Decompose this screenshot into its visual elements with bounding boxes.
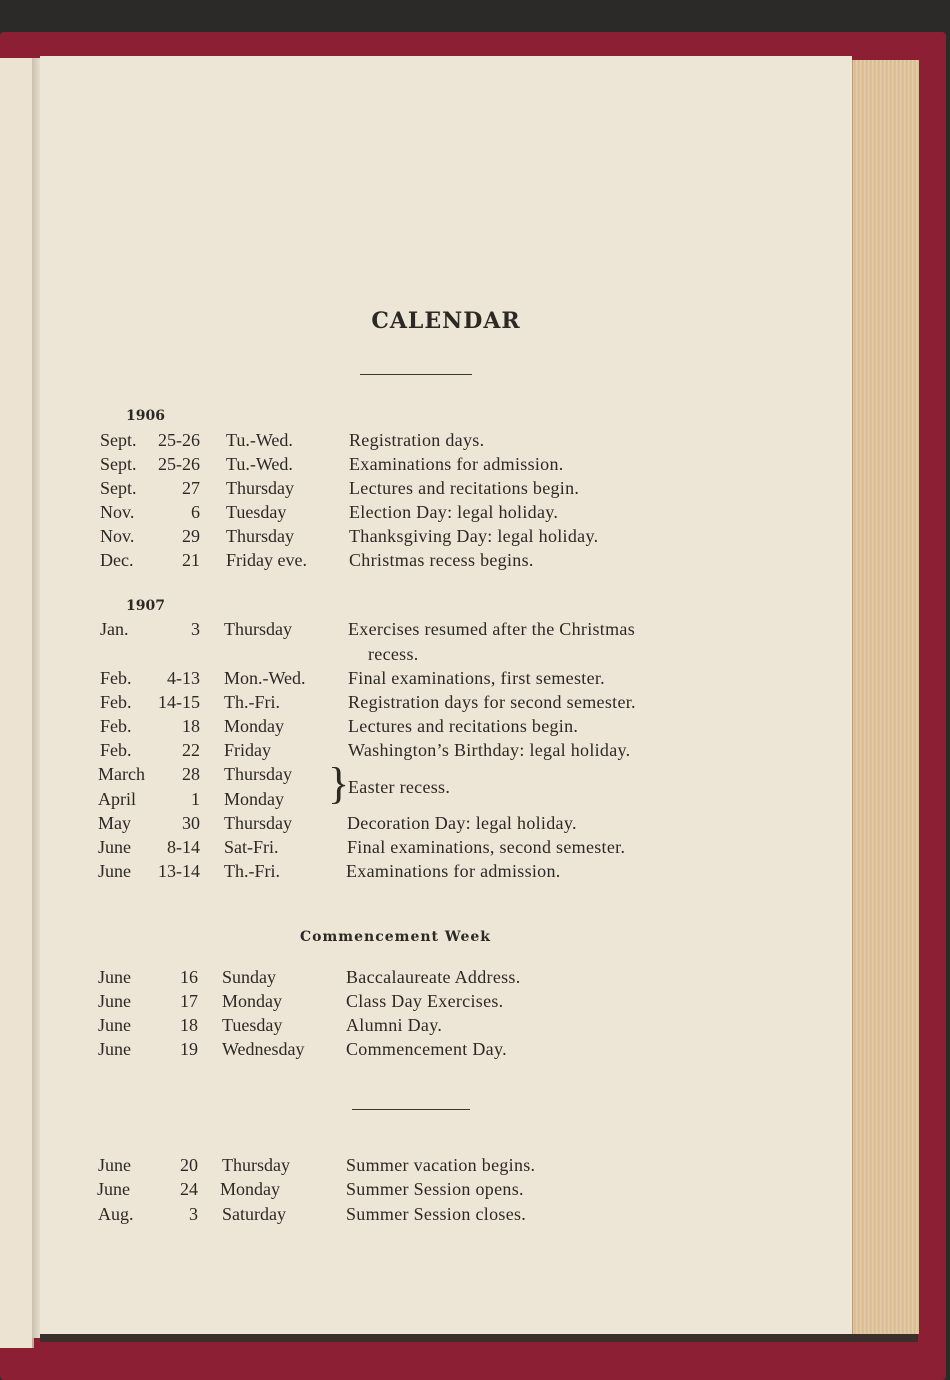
table-row [40, 1039, 852, 1063]
event: Registration days for second semester. [348, 692, 636, 712]
weekday: Tuesday [226, 502, 287, 522]
day: 17 [180, 991, 198, 1011]
weekday: Monday [220, 1179, 280, 1199]
page-block-edge [852, 60, 919, 1334]
weekday: Monday [224, 789, 284, 809]
weekday: Tuesday [222, 1015, 283, 1035]
event: Decoration Day: legal holiday. [347, 813, 577, 833]
weekday: Sunday [222, 967, 276, 987]
table-row [40, 716, 852, 740]
table-row [40, 550, 852, 574]
event: Final examinations, second semester. [347, 837, 626, 857]
month: June [97, 1179, 130, 1199]
table-row [40, 1204, 852, 1228]
day: 25-26 [158, 430, 200, 450]
event: Thanksgiving Day: legal holiday. [349, 526, 599, 546]
month: June [98, 861, 131, 881]
title-rule [360, 374, 472, 375]
day: 14-15 [158, 692, 200, 712]
table-row [40, 668, 852, 692]
table-row [40, 1015, 852, 1039]
brace-glyph: } [328, 759, 350, 808]
month: Sept. [100, 430, 137, 450]
left-page-edge [0, 58, 34, 1348]
page-title: CALENDAR [371, 308, 521, 334]
day: 8-14 [167, 837, 200, 857]
bottom-shadow [40, 1334, 918, 1342]
event: Washington’s Birthday: legal holiday. [348, 740, 631, 760]
month: June [98, 967, 131, 987]
day: 20 [180, 1155, 198, 1175]
weekday: Thursday [224, 813, 292, 833]
weekday: Saturday [222, 1204, 286, 1224]
day: 29 [182, 526, 200, 546]
weekday: Thursday [226, 478, 294, 498]
weekday: Th.-Fri. [224, 692, 280, 712]
day: 28 [182, 764, 200, 784]
month: March [98, 764, 145, 784]
month: Aug. [98, 1204, 134, 1224]
easter-event: Easter recess. [348, 777, 451, 797]
event: Summer Session closes. [346, 1204, 527, 1224]
table-row [40, 991, 852, 1015]
day: 25-26 [158, 454, 200, 474]
event: Commencement Day. [346, 1039, 507, 1059]
weekday: Tu.-Wed. [226, 454, 293, 474]
weekday: Sat-Fri. [224, 837, 279, 857]
table-row [40, 526, 852, 550]
commencement-heading: Commencement Week [300, 929, 491, 945]
day: 30 [182, 813, 200, 833]
month: June [98, 991, 131, 1011]
weekday: Thursday [224, 619, 292, 639]
weekday: Th.-Fri. [224, 861, 280, 881]
weekday: Thursday [222, 1155, 290, 1175]
day: 16 [180, 967, 198, 987]
day: 22 [182, 740, 200, 760]
weekday: Tu.-Wed. [226, 430, 293, 450]
event: Final examinations, first semester. [348, 668, 605, 688]
calendar-page [40, 56, 852, 1334]
weekday: Monday [222, 991, 282, 1011]
day: 21 [182, 550, 200, 570]
event: Examinations for admission. [349, 454, 564, 474]
event: Lectures and recitations begin. [349, 478, 580, 498]
event: Summer Session opens. [346, 1179, 524, 1199]
event: Exercises resumed after the Christmas [348, 619, 636, 639]
table-row [40, 837, 852, 861]
month: June [98, 837, 131, 857]
event: Examinations for admission. [346, 861, 561, 881]
event: Baccalaureate Address. [346, 967, 521, 987]
table-row [40, 861, 852, 885]
weekday: Monday [224, 716, 284, 736]
day: 6 [191, 502, 200, 522]
year-heading-1907: 1907 [126, 598, 165, 614]
month: June [98, 1039, 131, 1059]
table-row [40, 1155, 852, 1179]
month: June [98, 1155, 131, 1175]
section-rule [352, 1109, 470, 1110]
day: 18 [180, 1015, 198, 1035]
table-row [40, 619, 852, 643]
day: 18 [182, 716, 200, 736]
event-continuation: recess. [368, 644, 419, 664]
month: May [98, 813, 131, 833]
month: Sept. [100, 478, 137, 498]
weekday: Friday [224, 740, 271, 760]
event: Lectures and recitations begin. [348, 716, 579, 736]
event: Registration days. [349, 430, 485, 450]
table-row [40, 813, 852, 837]
table-row [40, 430, 852, 454]
day: 13-14 [158, 861, 200, 881]
page-gutter [32, 58, 40, 1338]
month: Feb. [100, 716, 132, 736]
day: 3 [189, 1204, 198, 1224]
month: Sept. [100, 454, 137, 474]
table-row [40, 478, 852, 502]
month: April [98, 789, 136, 809]
table-row [40, 1179, 852, 1203]
day: 19 [180, 1039, 198, 1059]
table-row [40, 967, 852, 991]
day: 4-13 [167, 668, 200, 688]
day: 1 [191, 789, 200, 809]
day: 3 [191, 619, 200, 639]
month: Feb. [100, 740, 132, 760]
weekday: Thursday [226, 526, 294, 546]
weekday: Wednesday [222, 1039, 305, 1059]
year-heading-1906: 1906 [126, 408, 165, 424]
event: Election Day: legal holiday. [349, 502, 559, 522]
month: Feb. [100, 692, 132, 712]
event: Alumni Day. [346, 1015, 443, 1035]
month: Jan. [100, 619, 129, 639]
table-row [40, 454, 852, 478]
table-row [40, 502, 852, 526]
event: Summer vacation begins. [346, 1155, 536, 1175]
month: Dec. [100, 550, 134, 570]
day: 27 [182, 478, 200, 498]
table-row [40, 692, 852, 716]
month: Feb. [100, 668, 132, 688]
day: 24 [180, 1179, 198, 1199]
month: June [98, 1015, 131, 1035]
month: Nov. [100, 526, 135, 546]
month: Nov. [100, 502, 135, 522]
event: Christmas recess begins. [349, 550, 534, 570]
table-row [40, 740, 852, 764]
weekday: Thursday [224, 764, 292, 784]
event: Class Day Exercises. [346, 991, 504, 1011]
weekday: Mon.-Wed. [224, 668, 306, 688]
weekday: Friday eve. [226, 550, 307, 570]
